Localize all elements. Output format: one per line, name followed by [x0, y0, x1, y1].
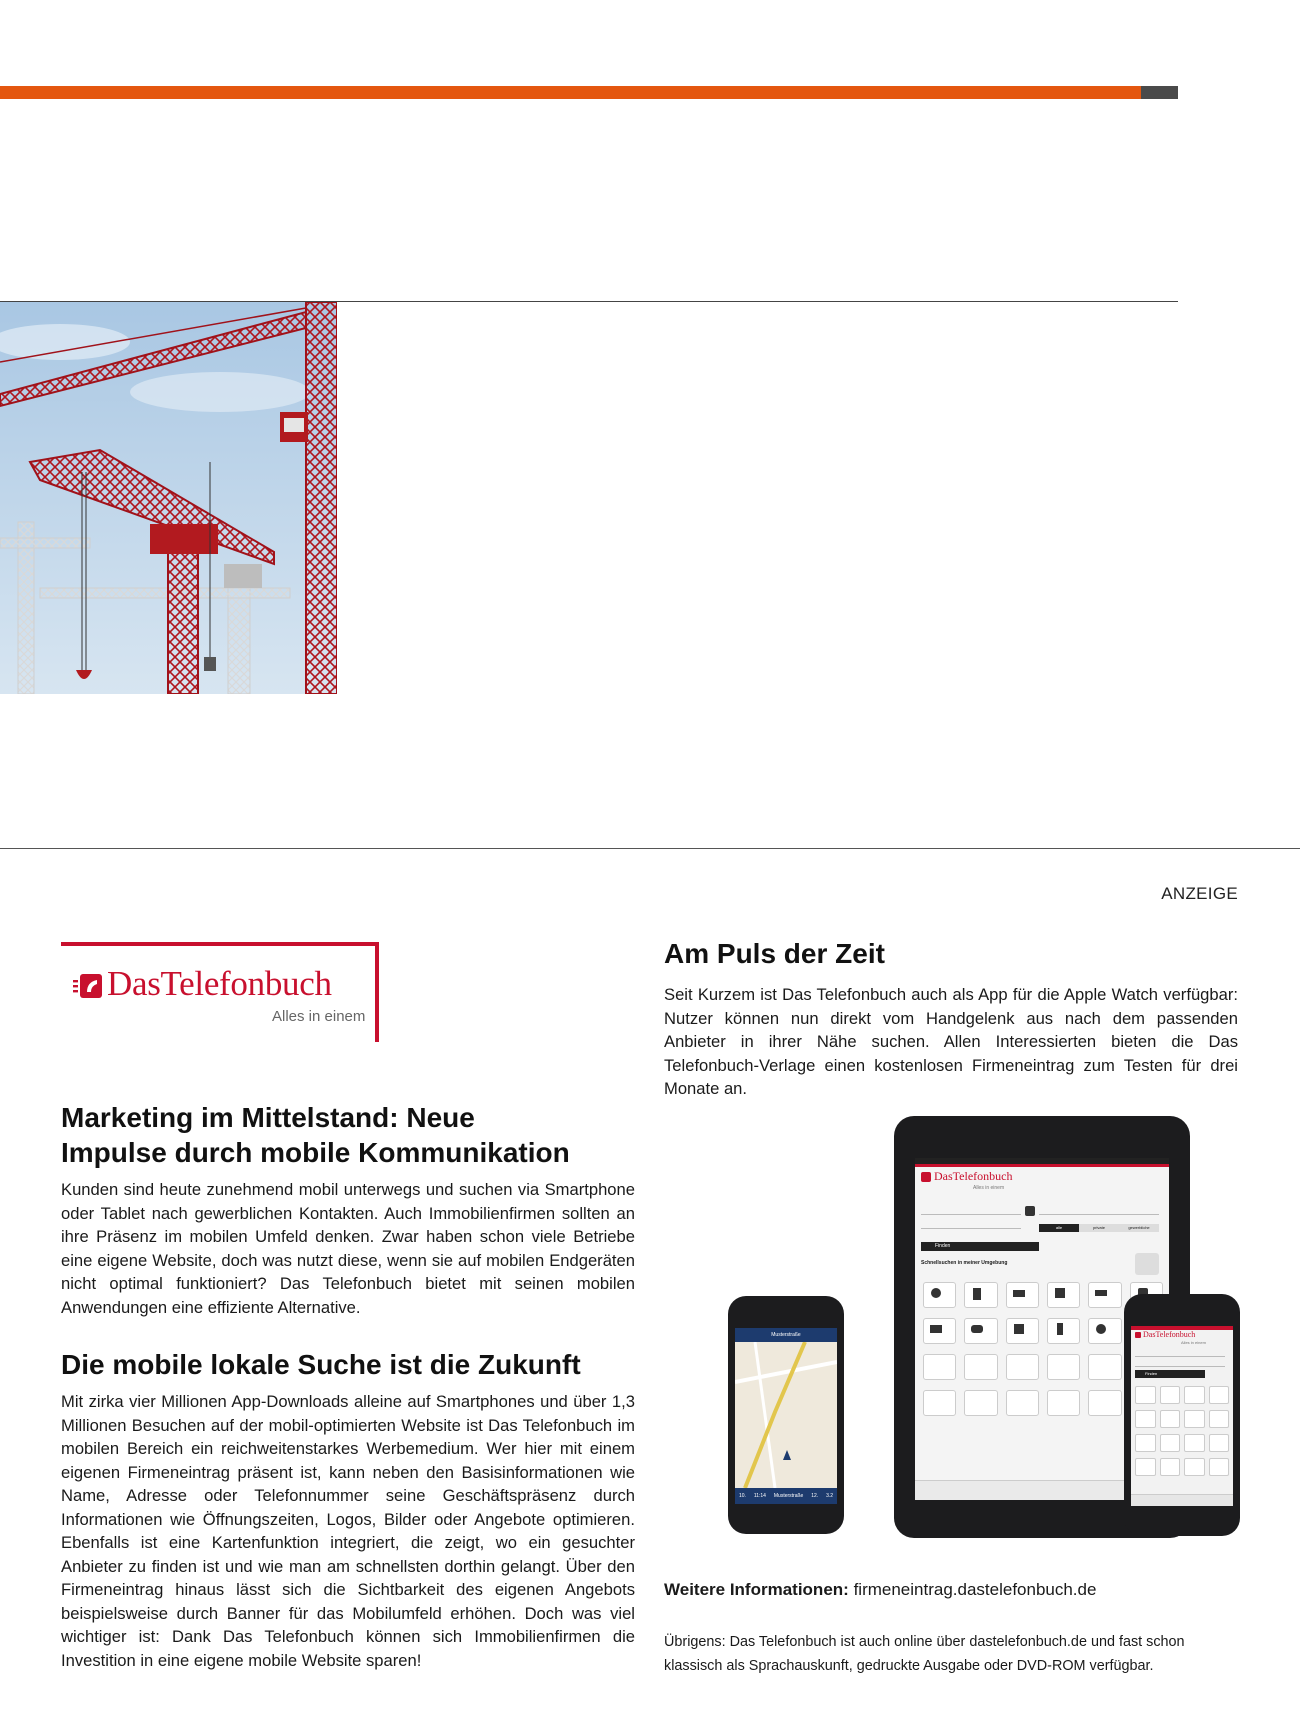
phone-navigation-screen: [735, 1328, 837, 1504]
doctor-icon: [1088, 1282, 1121, 1308]
brand-icon: [921, 1172, 931, 1182]
pharmacy-icon: [1047, 1282, 1080, 1308]
left-column: [61, 1100, 635, 1700]
heading-marketing: Marketing im Mittelstand: Neue Impulse durch mobile Kommunikation: [61, 1102, 570, 1168]
top-accent-bar: [0, 86, 1141, 99]
tablet-brand: DasTelefonbuch: [934, 1169, 1013, 1183]
phone-find-button: Finden: [1135, 1370, 1205, 1378]
tablet-claim: Alles in einem: [973, 1185, 1005, 1191]
tablet-section-title: Schnellsuchen in meiner Umgebung: [921, 1260, 1008, 1266]
ad-label: ANZEIGE: [1161, 884, 1238, 903]
nav-street-bottom: Musterstraße: [773, 1493, 804, 1499]
phone-tab-bar: [1131, 1494, 1233, 1506]
heading-mobile-search: Die mobile lokale Suche ist die Zukunft: [61, 1349, 581, 1380]
devices-illustration: [724, 1116, 1240, 1538]
paragraph-marketing: Kunden sind heute zunehmend mobil unterwegs und suchen via Smartphone oder Tablet nach gewerblichen Kontakten. Auch Immobilienfirmen sollten an ihre Präsenz im mobilen Umfeld denken. Zwar haben schon viele Betriebe eine eigene Website, doch was nutzt diese, wenn sie auf mobilen Endgeräten nicht optimal funktioniert? Das Telefonbuch bietet mit seinen mobilen Anwendungen eine effiziente Alternative.: [61, 1180, 635, 1317]
brand-icon: [1135, 1332, 1141, 1338]
atm-icon: [1047, 1318, 1080, 1344]
phone-app-screen: [1131, 1326, 1233, 1506]
phone-icon-grid: [1135, 1386, 1229, 1476]
phone-search-field: [1135, 1350, 1225, 1357]
logo-wordmark: DasTelefonbuch: [107, 964, 332, 1003]
more-info-url[interactable]: firmeneintrag.dastelefonbuch.de: [853, 1580, 1097, 1599]
heading-puls-der-zeit: Am Puls der Zeit: [664, 938, 885, 969]
more-info-line: [664, 1580, 1264, 1600]
taxi-icon: [923, 1318, 956, 1344]
nav-street-top: Musterstraße: [735, 1328, 837, 1342]
repair-icon: [1088, 1318, 1121, 1344]
phone-location-field: [1135, 1360, 1225, 1367]
locate-icon: [1025, 1206, 1035, 1216]
logo-claim: Alles in einem: [272, 1008, 366, 1025]
tablet-search-field: [921, 1206, 1021, 1215]
footnote: Übrigens: Das Telefonbuch ist auch online über dastelefonbuch.de und fast schon klassisch als Sprachauskunft, gedruckte Ausgabe oder DVD-ROM verfügbar.: [664, 1634, 1185, 1674]
crane-photo: [0, 302, 337, 694]
paragraph-mobile-search: Mit zirka vier Millionen App-Downloads alleine auf Smartphones und über 1,3 Millionen Besuchen auf der mobil-optimierten Website ist Das Telefonbuch im mobilen Bereich ein reichweitenstarkes Werbemedium. Wer hier mit einem eigenen Firmeneintrag präsent ist, kann neben den Basisinformationen wie Name, Adresse oder Telefonnummer seine Geschäftspräsenz durch Informationen wie Öffnungszeiten, Logos, Bilder oder Angebote optimieren. Ebenfalls ist eine Kartenfunktion integriert, die zeigt, wo ein gesuchter Anbieter zu finden ist und wie man am schnellsten dorthin gelangt. Über den Firmeneintrag hinaus lässt sich die Sichtbarkeit des eigenen Angebots beispielsweise durch Banner für das Mobilumfeld erhöhen. Doch was viel wichtiger ist: Dank Das Telefonbuch können sich Immobilienfirmen die Investition in eine eigene mobile Website sparen!: [61, 1392, 635, 1670]
nav-status-1: 11:14: [753, 1493, 766, 1499]
nav-status-0: 10.: [738, 1493, 746, 1499]
top-accent-tab: [1141, 86, 1178, 99]
tablet-settings-icon: [1135, 1253, 1159, 1275]
phone-claim: Alles in einem: [1181, 1340, 1206, 1345]
paragraph-puls-der-zeit: Seit Kurzem ist Das Telefonbuch auch als App für die Apple Watch verfügbar: Nutzer können nun direkt vom Handgelenk aus nach dem passenden Anbieter in ihrer Nähe suchen. Allen Interessierten bieten die Das Telefonbuch-Verlage einen kostenlosen Firmeneintrag zum Testen für drei Monate an.: [664, 985, 1238, 1098]
nav-status-2: 12.: [811, 1493, 819, 1499]
tablet-tab-business: gewerbliche: [1128, 1225, 1150, 1230]
tablet-tabs: [1039, 1224, 1159, 1232]
logo-side-rule: [375, 942, 379, 1042]
phone-book-icon: [73, 972, 103, 1000]
tablet-location-field: [1039, 1206, 1159, 1215]
navigation-map: [735, 1342, 837, 1488]
logo-top-rule: [61, 942, 378, 946]
tablet-zip-field: [921, 1220, 1021, 1229]
tablet-tab-private: private: [1092, 1225, 1105, 1230]
bar-icon: [964, 1282, 997, 1308]
brand-logo: [61, 942, 378, 1040]
nav-status-3: 3.2: [826, 1493, 834, 1499]
tablet-find-button: Finden: [921, 1242, 1039, 1251]
phone-brand: DasTelefonbuch: [1143, 1330, 1196, 1339]
tablet-tab-all: alle: [1039, 1224, 1079, 1232]
section-divider: [0, 848, 1300, 849]
parking-icon: [1006, 1318, 1039, 1344]
right-column: [664, 936, 1238, 1101]
more-info-label: Weitere Informationen:: [664, 1580, 849, 1599]
car-icon: [964, 1318, 997, 1344]
restaurant-icon: [923, 1282, 956, 1308]
hotel-icon: [1006, 1282, 1039, 1308]
nav-status-bar: [735, 1488, 837, 1504]
